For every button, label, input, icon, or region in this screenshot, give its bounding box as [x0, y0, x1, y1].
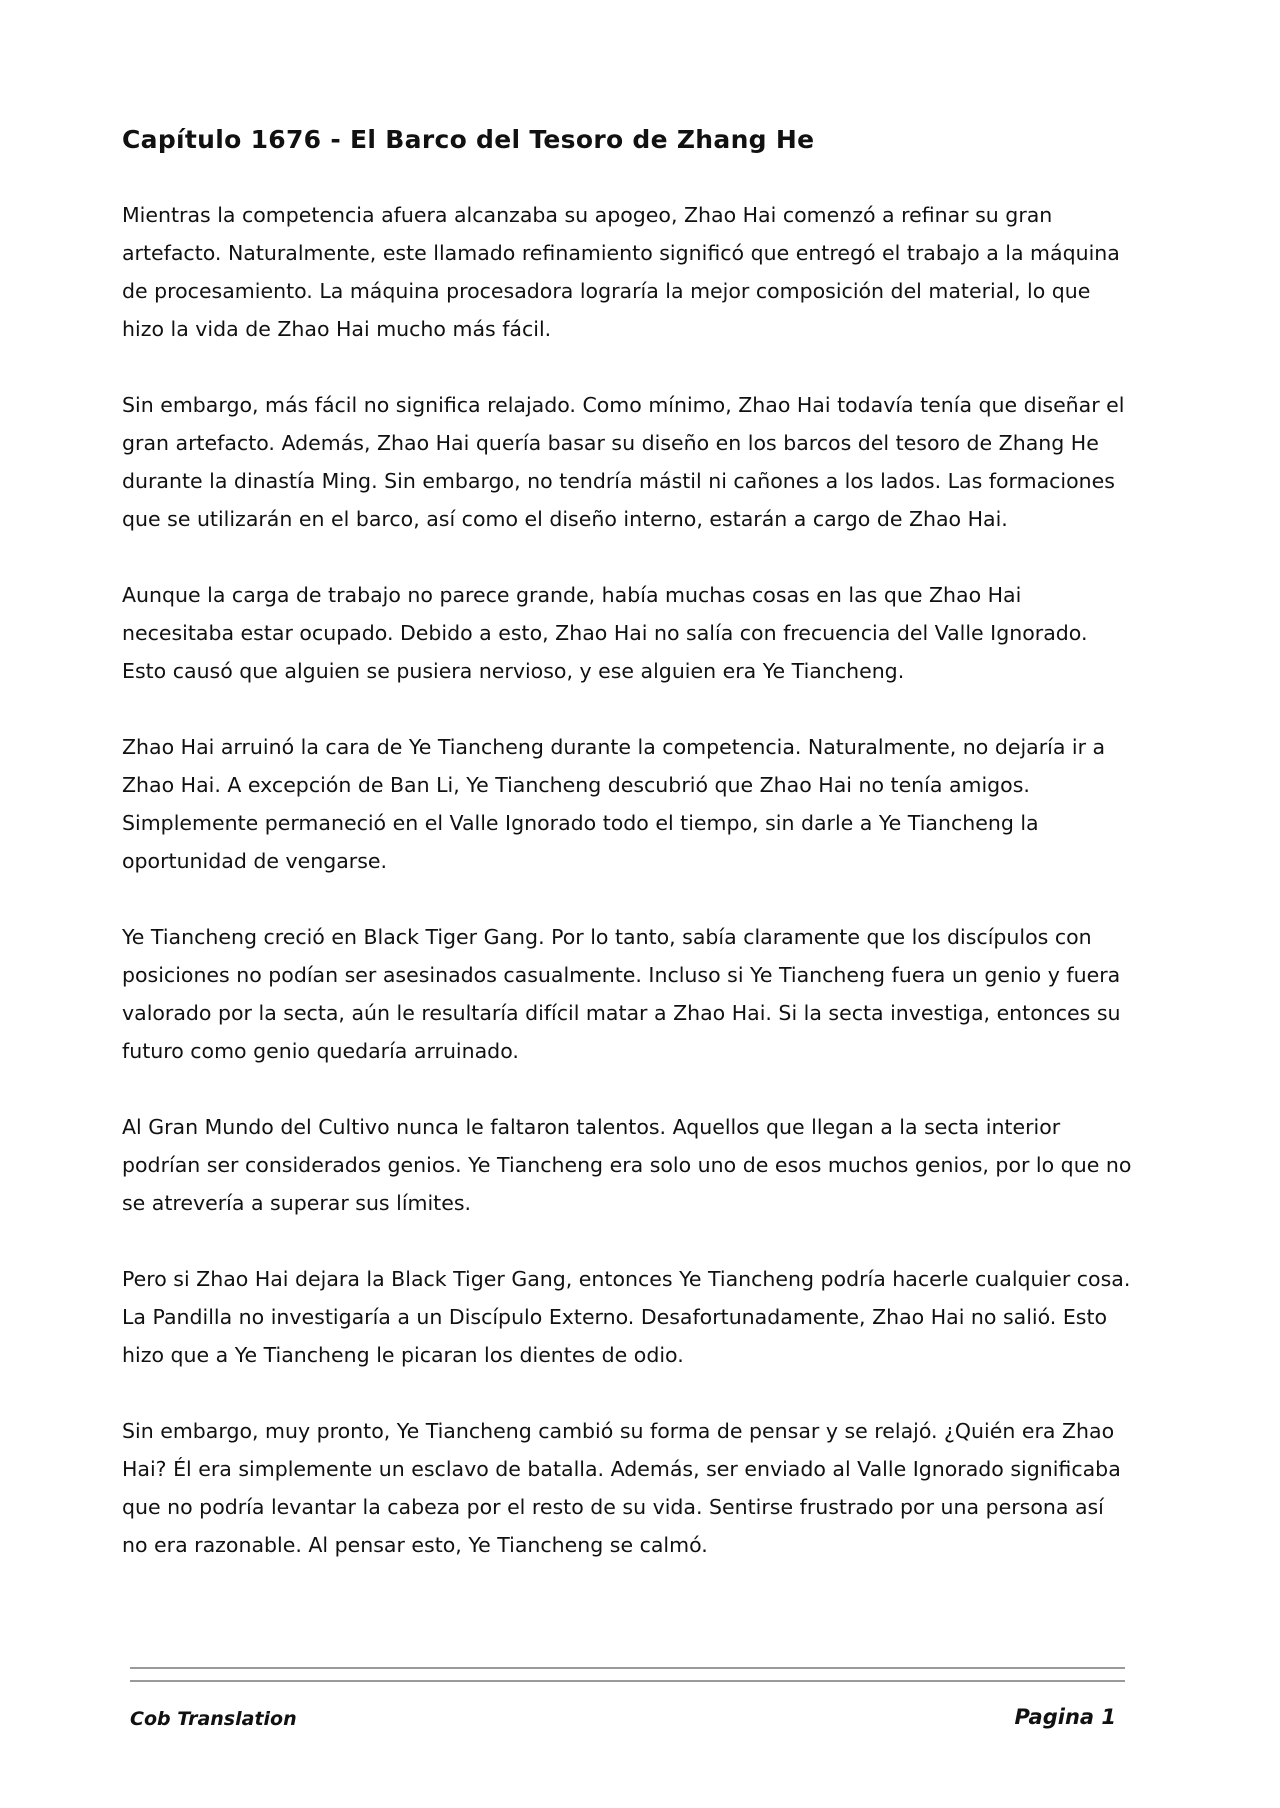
paragraph-5: Ye Tiancheng creció en Black Tiger Gang. Por lo tanto, sabía claramente que los discípulos con posiciones no podían ser asesinados casualmente. Incluso si Ye Tiancheng fuera un genio y fuera valorado por la secta, aún le resultaría difícil matar a Zhao Hai. Si la secta investiga, entonces su futuro como genio quedaría arruinado.: [122, 925, 1121, 1063]
footer-divider-top: [130, 1667, 1125, 1669]
paragraph-6: Al Gran Mundo del Cultivo nunca le faltaron talentos. Aquellos que llegan a la secta interior podrían ser considerados genios. Ye Tiancheng era solo uno de esos muchos genios, por lo que no se atrevería a superar sus límites.: [122, 1115, 1132, 1215]
chapter-title: Capítulo 1676 - El Barco del Tesoro de Zhang He: [122, 125, 815, 154]
paragraph-8: Sin embargo, muy pronto, Ye Tiancheng cambió su forma de pensar y se relajó. ¿Quién era Zhao Hai? Él era simplemente un esclavo de batalla. Además, ser enviado al Valle Ignorado significaba que no podría levantar la cabeza por el resto de su vida. Sentirse frustrado por una persona así no era razonable. Al pensar esto, Ye Tiancheng se calmó.: [122, 1419, 1121, 1557]
paragraph-3: Aunque la carga de trabajo no parece grande, había muchas cosas en las que Zhao Hai necesitaba estar ocupado. Debido a esto, Zhao Hai no salía con frecuencia del Valle Ignorado. Esto causó que alguien se pusiera nervioso, y ese alguien era Ye Tiancheng.: [122, 583, 1088, 683]
paragraph-1: Mientras la competencia afuera alcanzaba su apogeo, Zhao Hai comenzó a refinar su gran artefacto. Naturalmente, este llamado refinamiento significó que entregó el trabajo a la máquina de procesamiento. La máquina procesadora lograría la mejor composición del material, lo que hizo la vida de Zhao Hai mucho más fácil.: [122, 203, 1120, 341]
document-body: [122, 120, 1132, 1602]
paragraph-2: Sin embargo, más fácil no significa relajado. Como mínimo, Zhao Hai todavía tenía que diseñar el gran artefacto. Además, Zhao Hai quería basar su diseño en los barcos del tesoro de Zhang He durante la dinastía Ming. Sin embargo, no tendría mástil ni cañones a los lados. Las formaciones que se utilizarán en el barco, así como el diseño interno, estarán a cargo de Zhao Hai.: [122, 393, 1125, 531]
paragraph-7: Pero si Zhao Hai dejara la Black Tiger Gang, entonces Ye Tiancheng podría hacerle cualquier cosa. La Pandilla no investigaría a un Discípulo Externo. Desafortunadamente, Zhao Hai no salió. Esto hizo que a Ye Tiancheng le picaran los dientes de odio.: [122, 1267, 1131, 1367]
footer-page-number: Pagina 1: [1014, 1705, 1116, 1729]
footer-translator-credit: Cob Translation: [130, 1708, 297, 1730]
footer-divider-bottom: [130, 1680, 1125, 1682]
paragraph-4: Zhao Hai arruinó la cara de Ye Tiancheng durante la competencia. Naturalmente, no dejaría ir a Zhao Hai. A excepción de Ban Li, Ye Tiancheng descubrió que Zhao Hai no tenía amigos. Simplemente permaneció en el Valle Ignorado todo el tiempo, sin darle a Ye Tiancheng la oportunidad de vengarse.: [122, 735, 1106, 873]
